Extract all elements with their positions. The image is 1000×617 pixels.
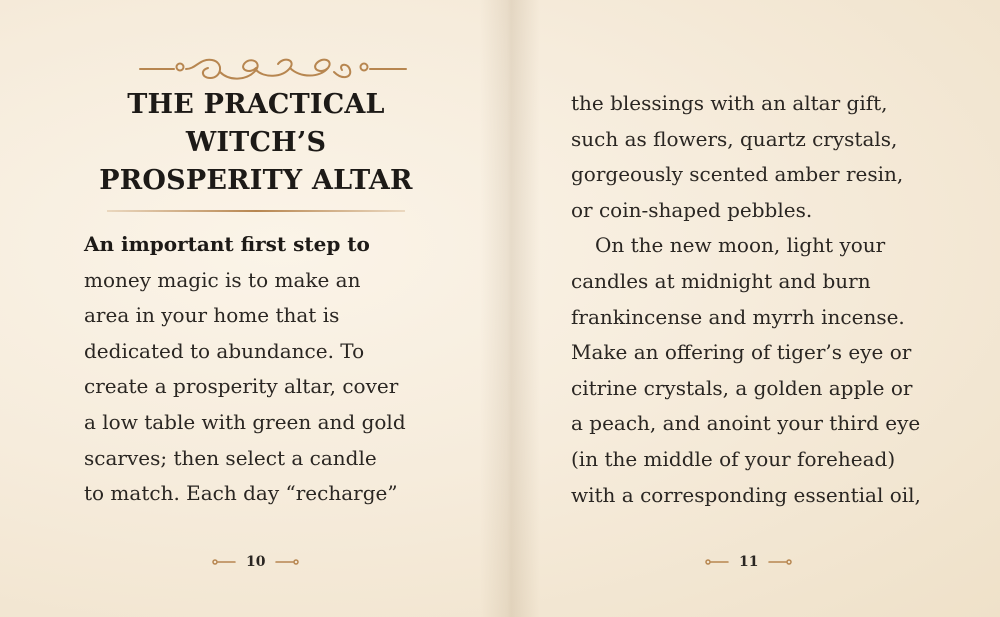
text-line: the blessings with an altar gift, [571,91,888,115]
text-line: (in the middle of your forehead) [571,446,896,471]
text-line: to match. Each day “recharge” [84,481,398,506]
text-line: money magic is to make an [84,267,361,292]
lead-line: An important first step to [84,232,370,256]
text-line: area in your home that is [84,303,340,328]
title-line: WITCH’S [185,127,327,158]
text-line: On the new moon, light your [595,233,886,258]
right-body-text [571,86,981,513]
title-line: THE PRACTICAL [127,89,385,120]
text-line: a low table with green and gold [84,409,406,434]
text-line: create a prosperity altar, cover [84,374,399,399]
text-line: Make an offering of tiger’s eye or [571,340,912,365]
left-body-text [84,227,484,512]
folio-flourish-left-icon [705,557,729,567]
folio-flourish-left-icon [212,557,236,567]
text-line: a peach, and anoint your third eye [571,411,921,436]
text-line: candles at midnight and burn [571,268,871,293]
folio-flourish-right-icon [768,557,792,567]
page-number: 11 [739,554,759,570]
text-line: with a corresponding essential oil, [571,482,921,507]
folio-flourish-right-icon [275,557,299,567]
text-line: gorgeously scented amber resin, [571,162,904,187]
page-number-right [705,551,792,573]
text-line: citrine crystals, a golden apple or [571,375,913,400]
text-line: dedicated to abundance. To [84,338,365,363]
page-number-left [212,551,299,573]
text-line: scarves; then select a candle [84,445,377,470]
title-line: PROSPERITY ALTAR [99,165,413,196]
page-number: 10 [246,554,266,570]
text-line: frankincense and myrrh incense. [571,304,905,329]
text-line: or coin-shaped pebbles. [571,197,813,222]
right-page [500,0,1000,617]
page-title [96,86,416,200]
text-line: such as flowers, quartz crystals, [571,126,898,151]
title-divider [107,210,405,212]
flourish-ornament-icon [138,52,408,86]
